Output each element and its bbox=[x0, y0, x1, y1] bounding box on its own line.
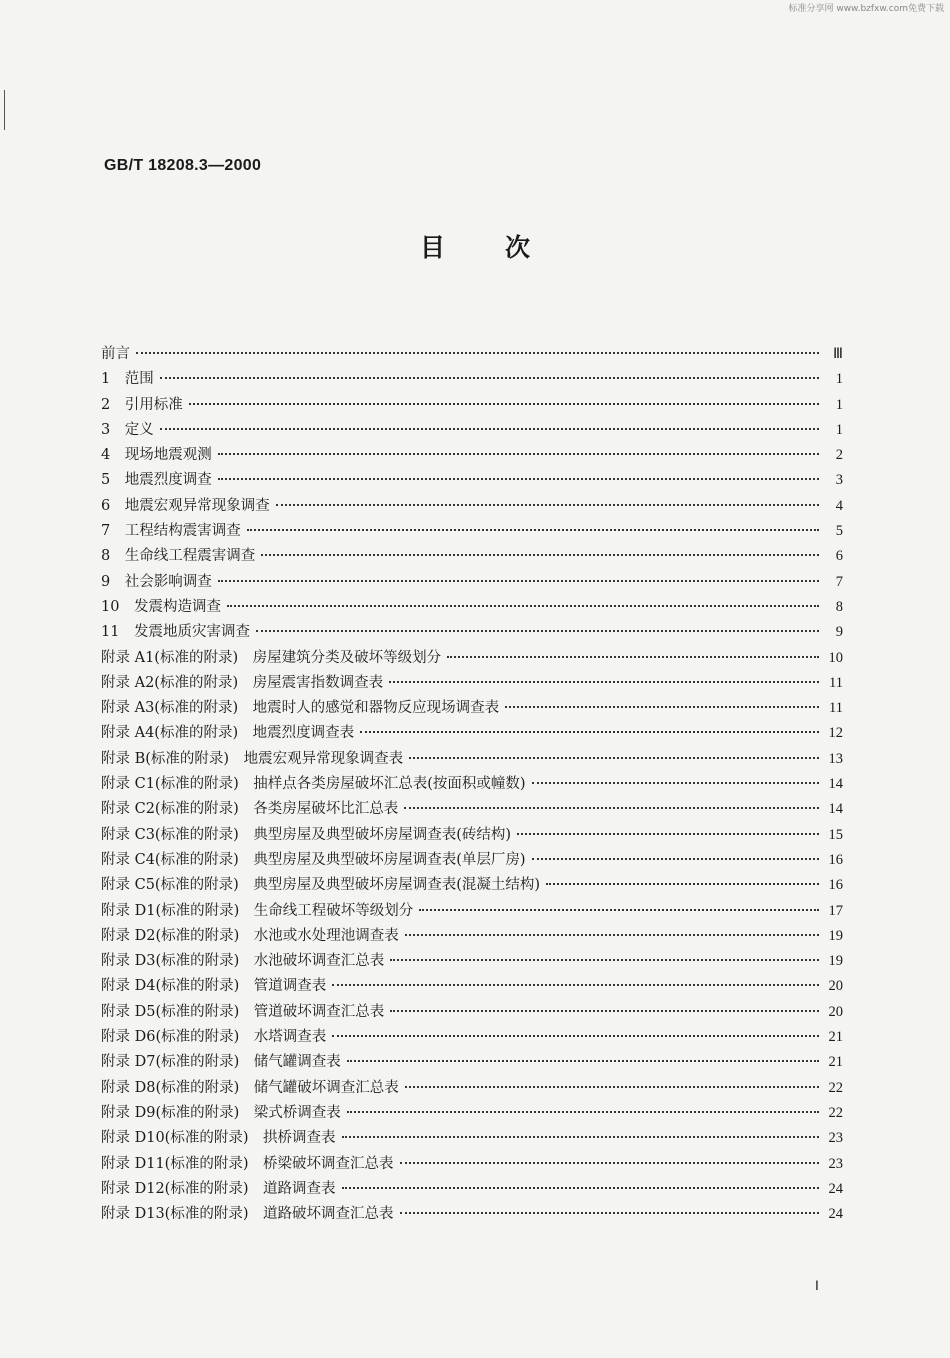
toc-leader-dots bbox=[247, 529, 819, 531]
toc-leader-dots bbox=[136, 352, 819, 354]
toc-entry-page: 19 bbox=[828, 953, 843, 970]
toc-entry[interactable] bbox=[101, 342, 843, 367]
scan-edge-mark bbox=[4, 90, 5, 130]
toc-leader-dots bbox=[218, 580, 819, 582]
toc-leader-dots bbox=[447, 656, 819, 658]
toc-entry[interactable] bbox=[101, 1202, 843, 1227]
toc-entry-page: 2 bbox=[835, 447, 843, 464]
toc-entry[interactable] bbox=[101, 620, 843, 645]
toc-entry-label: 附录 D6(标准的附录) 水塔调查表 bbox=[101, 1029, 327, 1046]
toc-leader-dots bbox=[160, 377, 819, 379]
toc-leader-dots bbox=[347, 1111, 819, 1113]
toc-entry-page: 24 bbox=[828, 1180, 843, 1197]
toc-entry[interactable] bbox=[101, 443, 843, 468]
toc-entry-page: 10 bbox=[828, 649, 843, 666]
toc-entry-page: 20 bbox=[828, 978, 843, 995]
toc-entry[interactable] bbox=[101, 1152, 843, 1177]
toc-entry-label: 2 引用标准 bbox=[101, 396, 183, 413]
toc-entry-page: 15 bbox=[828, 826, 843, 843]
toc-entry-label: 附录 D13(标准的附录) 道路破坏调查汇总表 bbox=[101, 1206, 394, 1223]
toc-entry-label: 附录 D4(标准的附录) 管道调查表 bbox=[101, 978, 327, 995]
toc-leader-dots bbox=[332, 984, 819, 986]
toc-leader-dots bbox=[218, 478, 819, 480]
toc-entry-page: 22 bbox=[828, 1104, 843, 1121]
toc-entry-label: 附录 D1(标准的附录) 生命线工程破坏等级划分 bbox=[101, 902, 414, 919]
toc-entry-label: 附录 C1(标准的附录) 抽样点各类房屋破坏汇总表(按面积或幢数) bbox=[101, 776, 526, 793]
toc-entry-page: 7 bbox=[835, 573, 843, 590]
toc-leader-dots bbox=[227, 605, 819, 607]
toc-entry[interactable] bbox=[101, 1000, 843, 1025]
toc-entry[interactable] bbox=[101, 924, 843, 949]
toc-entry-page: 1 bbox=[835, 396, 843, 413]
toc-entry-label: 附录 C2(标准的附录) 各类房屋破坏比汇总表 bbox=[101, 801, 399, 818]
toc-entry-page: 5 bbox=[835, 523, 843, 540]
toc-entry-page: 23 bbox=[828, 1130, 843, 1147]
toc-entry-label: 附录 C5(标准的附录) 典型房屋及典型破坏房屋调查表(混凝土结构) bbox=[101, 877, 541, 894]
toc-leader-dots bbox=[276, 504, 819, 506]
toc-entry-label: 附录 D11(标准的附录) 桥梁破坏调查汇总表 bbox=[101, 1155, 394, 1172]
toc-leader-dots bbox=[389, 681, 819, 683]
toc-entry[interactable] bbox=[101, 848, 843, 873]
toc-leader-dots bbox=[189, 403, 819, 405]
table-of-contents bbox=[101, 342, 843, 1227]
toc-entry-label: 前言 bbox=[101, 346, 130, 362]
toc-entry-label: 附录 D8(标准的附录) 储气罐破坏调查汇总表 bbox=[101, 1079, 399, 1096]
toc-entry-page: 13 bbox=[828, 750, 843, 767]
toc-leader-dots bbox=[532, 782, 819, 784]
watermark-text: 标准分享网 www.bzfxw.com免费下载 bbox=[788, 4, 944, 14]
toc-entry[interactable] bbox=[101, 696, 843, 721]
toc-leader-dots bbox=[342, 1136, 820, 1138]
toc-entry-label: 1 范围 bbox=[101, 371, 154, 388]
toc-entry-label: 5 地震烈度调查 bbox=[101, 472, 212, 489]
toc-entry-page: 11 bbox=[829, 674, 843, 691]
toc-entry[interactable] bbox=[101, 544, 843, 569]
toc-entry[interactable] bbox=[101, 393, 843, 418]
toc-entry[interactable] bbox=[101, 797, 843, 822]
toc-entry-label: 附录 D10(标准的附录) 拱桥调查表 bbox=[101, 1130, 336, 1147]
toc-entry[interactable] bbox=[101, 1076, 843, 1101]
toc-entry[interactable] bbox=[101, 418, 843, 443]
toc-entry-page: 11 bbox=[829, 700, 843, 717]
toc-entry-page: 21 bbox=[828, 1054, 843, 1071]
toc-entry-label: 附录 C4(标准的附录) 典型房屋及典型破坏房屋调查表(单层厂房) bbox=[101, 851, 526, 868]
toc-entry-label: 7 工程结构震害调查 bbox=[101, 523, 241, 540]
toc-entry[interactable] bbox=[101, 468, 843, 493]
toc-leader-dots bbox=[390, 959, 819, 961]
toc-entry-page: 19 bbox=[828, 927, 843, 944]
toc-leader-dots bbox=[218, 453, 819, 455]
toc-entry-label: 附录 C3(标准的附录) 典型房屋及典型破坏房屋调查表(砖结构) bbox=[101, 826, 512, 843]
toc-entry-label: 附录 D7(标准的附录) 储气罐调查表 bbox=[101, 1054, 341, 1071]
toc-leader-dots bbox=[400, 1162, 820, 1164]
toc-entry[interactable] bbox=[101, 671, 843, 696]
toc-entry-label: 4 现场地震观测 bbox=[101, 447, 212, 464]
toc-entry[interactable] bbox=[101, 1025, 843, 1050]
toc-entry[interactable] bbox=[101, 519, 843, 544]
toc-leader-dots bbox=[546, 883, 819, 885]
toc-entry[interactable] bbox=[101, 899, 843, 924]
toc-entry-page: 22 bbox=[828, 1079, 843, 1096]
toc-entry-label: 附录 D3(标准的附录) 水池破坏调查汇总表 bbox=[101, 953, 385, 970]
toc-entry[interactable] bbox=[101, 1050, 843, 1075]
toc-leader-dots bbox=[404, 807, 819, 809]
toc-entry-label: 附录 A4(标准的附录) 地震烈度调查表 bbox=[101, 725, 355, 742]
toc-entry-label: 附录 D2(标准的附录) 水池或水处理池调查表 bbox=[101, 927, 399, 944]
toc-entry[interactable] bbox=[101, 494, 843, 519]
toc-entry-label: 附录 D12(标准的附录) 道路调查表 bbox=[101, 1180, 336, 1197]
toc-leader-dots bbox=[360, 731, 819, 733]
toc-entry-label: 附录 B(标准的附录) 地震宏观异常现象调查表 bbox=[101, 750, 404, 767]
toc-leader-dots bbox=[400, 1212, 820, 1214]
toc-entry-label: 附录 D5(标准的附录) 管道破坏调查汇总表 bbox=[101, 1003, 385, 1020]
toc-entry[interactable] bbox=[101, 974, 843, 999]
toc-entry-page: 24 bbox=[828, 1206, 843, 1223]
toc-entry-page: 17 bbox=[828, 902, 843, 919]
toc-entry-page: 9 bbox=[835, 624, 843, 641]
toc-entry-label: 3 定义 bbox=[101, 421, 154, 438]
toc-entry-label: 附录 A3(标准的附录) 地震时人的感觉和器物反应现场调查表 bbox=[101, 700, 500, 717]
toc-entry-page: 1 bbox=[835, 421, 843, 438]
toc-leader-dots bbox=[342, 1187, 820, 1189]
toc-entry-label: 附录 A1(标准的附录) 房屋建筑分类及破坏等级划分 bbox=[101, 649, 442, 666]
toc-leader-dots bbox=[505, 706, 819, 708]
toc-leader-dots bbox=[405, 1086, 819, 1088]
toc-leader-dots bbox=[347, 1060, 819, 1062]
toc-entry-page: 16 bbox=[828, 877, 843, 894]
toc-entry-page: 14 bbox=[828, 801, 843, 818]
toc-entry[interactable] bbox=[101, 747, 843, 772]
toc-entry-page: 12 bbox=[828, 725, 843, 742]
toc-entry-label: 6 地震宏观异常现象调查 bbox=[101, 497, 270, 514]
toc-entry[interactable] bbox=[101, 823, 843, 848]
toc-entry[interactable] bbox=[101, 1126, 843, 1151]
toc-leader-dots bbox=[256, 630, 819, 632]
toc-entry-page: 14 bbox=[828, 776, 843, 793]
page-number: Ⅰ bbox=[815, 1278, 819, 1293]
toc-entry-page: 21 bbox=[828, 1029, 843, 1046]
toc-entry-page: 20 bbox=[828, 1003, 843, 1020]
toc-entry-page: 6 bbox=[835, 548, 843, 565]
toc-entry-page: 4 bbox=[835, 497, 843, 514]
toc-entry-page: 16 bbox=[828, 851, 843, 868]
toc-leader-dots bbox=[517, 833, 819, 835]
toc-entry[interactable] bbox=[101, 570, 843, 595]
toc-entry[interactable] bbox=[101, 595, 843, 620]
toc-entry-page: 23 bbox=[828, 1155, 843, 1172]
toc-entry[interactable] bbox=[101, 873, 843, 898]
toc-leader-dots bbox=[390, 1010, 819, 1012]
toc-entry-page: 8 bbox=[835, 598, 843, 615]
toc-entry-page: Ⅲ bbox=[833, 346, 843, 362]
toc-leader-dots bbox=[160, 428, 819, 430]
toc-leader-dots bbox=[532, 858, 819, 860]
toc-entry[interactable] bbox=[101, 1177, 843, 1202]
toc-entry[interactable] bbox=[101, 772, 843, 797]
standard-code: GB/T 18208.3—2000 bbox=[104, 157, 262, 174]
toc-entry-label: 8 生命线工程震害调查 bbox=[101, 548, 256, 565]
toc-entry[interactable] bbox=[101, 949, 843, 974]
toc-entry-label: 11 发震地质灾害调查 bbox=[101, 624, 250, 641]
toc-leader-dots bbox=[332, 1035, 819, 1037]
toc-entry[interactable] bbox=[101, 721, 843, 746]
toc-leader-dots bbox=[261, 554, 819, 556]
toc-entry-label: 9 社会影响调查 bbox=[101, 573, 212, 590]
toc-entry[interactable] bbox=[101, 367, 843, 392]
toc-leader-dots bbox=[409, 757, 819, 759]
page-title: 目次 bbox=[419, 233, 590, 262]
toc-entry-page: 1 bbox=[835, 371, 843, 388]
toc-leader-dots bbox=[419, 909, 819, 911]
toc-entry-label: 附录 D9(标准的附录) 梁式桥调查表 bbox=[101, 1104, 341, 1121]
toc-entry-label: 附录 A2(标准的附录) 房屋震害指数调查表 bbox=[101, 674, 384, 691]
toc-entry[interactable] bbox=[101, 1101, 843, 1126]
toc-entry-page: 3 bbox=[835, 472, 843, 489]
toc-entry-label: 10 发震构造调查 bbox=[101, 598, 221, 615]
toc-entry[interactable] bbox=[101, 646, 843, 671]
toc-leader-dots bbox=[405, 934, 819, 936]
